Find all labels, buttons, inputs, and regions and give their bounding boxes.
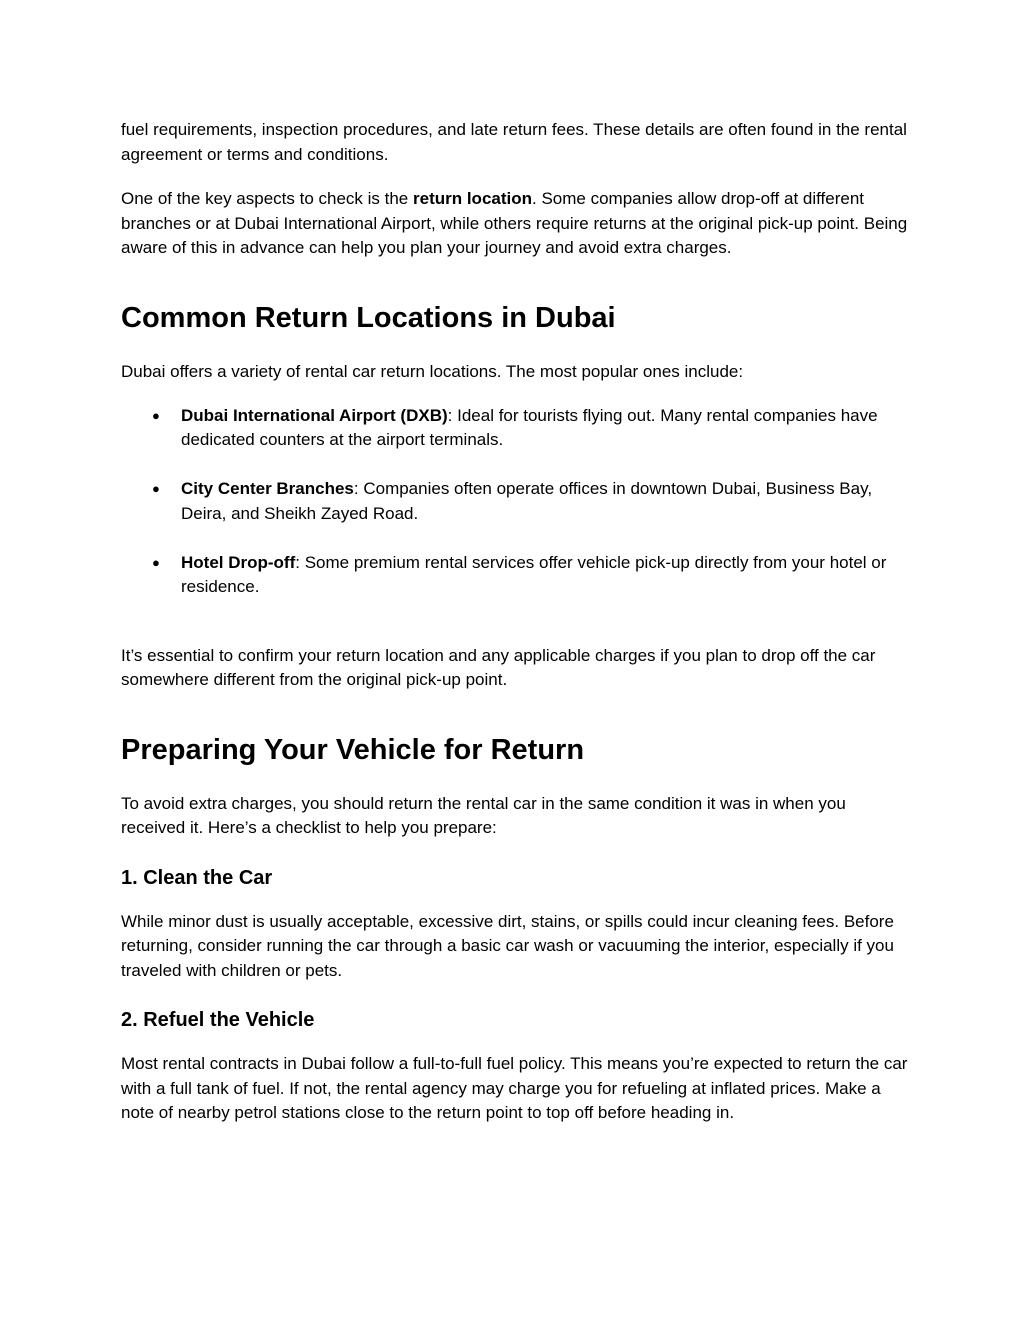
list-item xyxy=(121,477,911,526)
clean-the-car-body: While minor dust is usually acceptable, excessive dirt, stains, or spills could incur cleaning fees. Before returning, consider running the car through a basic car wash or vacuuming the interior, especially if you traveled with children or pets. xyxy=(121,911,894,980)
document-page xyxy=(121,118,911,1145)
list-item-text: : Ideal for tourists flying out. Many rental companies have dedicated counters at the airport terminals. xyxy=(181,405,878,449)
intro-paragraph-1: fuel requirements, inspection procedures, and late return fees. These details are often found in the rental agreement or terms and conditions. xyxy=(121,120,907,164)
list-item-text: : Some premium rental services offer vehicle pick-up directly from your hotel or residence. xyxy=(181,552,887,596)
intro-paragraph-2 xyxy=(121,187,911,261)
list-item xyxy=(121,404,911,453)
return-location-emphasis: return location xyxy=(413,189,533,208)
return-locations-list xyxy=(121,404,911,600)
section1-intro: Dubai offers a variety of rental car return locations. The most popular ones include: xyxy=(121,361,744,381)
section-heading-return-locations: Common Return Locations in Dubai xyxy=(121,301,616,334)
list-item-text: : Companies often operate offices in downtown Dubai, Business Bay, Deira, and Sheikh Zayed Road. xyxy=(181,479,873,523)
bullet-icon: ● xyxy=(152,407,160,423)
refuel-the-vehicle-body: Most rental contracts in Dubai follow a full-to-full fuel policy. This means you’re expected to return the car with a full tank of fuel. If not, the rental agency may charge you for refueling at inflated prices. Make a note of nearby petrol stations close to the return point to top off before heading in. xyxy=(121,1054,908,1122)
bullet-icon: ● xyxy=(152,554,160,570)
section2-intro: To avoid extra charges, you should return the rental car in the same condition it was in when you received it. Here’s a checklist to help you prepare: xyxy=(121,793,846,837)
list-item-title: City Center Branches xyxy=(181,479,354,498)
subheading-clean-the-car: 1. Clean the Car xyxy=(121,866,273,889)
list-item-title: Hotel Drop-off xyxy=(181,552,296,572)
list-item-title: Dubai International Airport (DXB) xyxy=(181,405,448,425)
bullet-icon: ● xyxy=(152,481,160,496)
list-item xyxy=(121,551,911,600)
intro-paragraph-2-text-before: One of the key aspects to check is the xyxy=(121,189,413,208)
spacer xyxy=(121,624,911,644)
section1-outro: It’s essential to confirm your return location and any applicable charges if you plan to drop off the car somewhere different from the original pick-up point. xyxy=(121,645,876,689)
intro-paragraph-2-text-after: . Some companies allow drop-off at different branches or at Dubai International Airport, while others require returns at the original pick-up point. Being aware of this in advance can help you plan your journey and avoid extra charges. xyxy=(121,189,908,257)
section-heading-preparing-vehicle: Preparing Your Vehicle for Return xyxy=(121,733,585,766)
subheading-refuel-the-vehicle: 2. Refuel the Vehicle xyxy=(121,1009,315,1031)
